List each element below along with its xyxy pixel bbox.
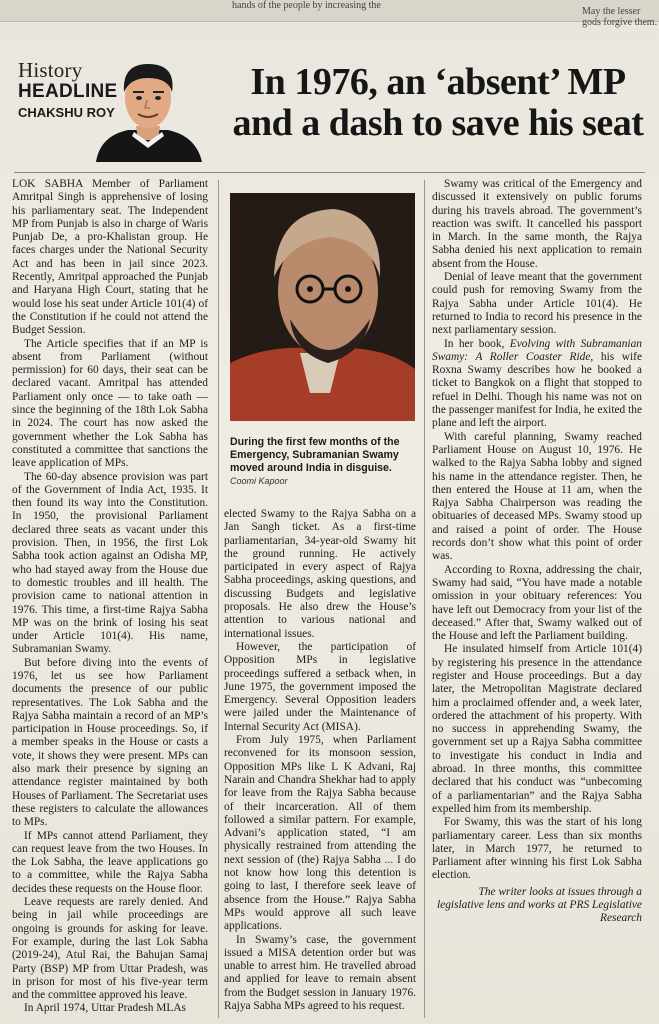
paragraph: LOK SABHA Member of Parliament Amritpal Singh is apprehensive of losing his parliamentary seat. The Independent MP from Punjab is also in charge of Waris Punjab De, a pro-Khalistan group. He faces charges under the National Security Act and has been in jail since 2023. Recently, Amritpal approached the Punjab and Haryana High Court, stating that he would lose his seat under Article 101(4) of the Constitution if he could not attend the Budget Session.: [12, 178, 208, 337]
paragraph: For Swamy, this was the start of his long parliamentary career. Less than six months later, in March 1977, he returned to Parliament after winning his first Lok Sabha election.: [432, 816, 642, 882]
paragraph: According to Roxna, addressing the chair, Swamy had said, “You have made a notable omission in your obituary references: You have left out Democracy from your list of the deceased.” After that, Swamy walked out of the House and left the Parliament building.: [432, 563, 642, 643]
kicker-headline: HEADLINE: [18, 81, 118, 102]
author-name: CHAKSHU ROY: [18, 105, 115, 120]
article-column-1: [12, 178, 208, 1020]
paragraph: From July 1975, when Parliament reconvened for its monsoon session, Opposition MPs like L K Advani, Raj Narain and Chandra Shekhar had to apply for leave from the Rajya Sabha because of their incarceration. All of them followed a similar pattern. For example, Advani’s application stated, “I am physically restrained from attending the next session of (the) Rajya Sabha ... I do not know how long this detention is going to last, I therefore seek leave of absence from the House.” Rajya Sabha MPs would approve all such leave applications.: [224, 734, 416, 933]
column-divider: [424, 180, 425, 1018]
book-title: Evolving with Subramanian Swamy: A Roller Coaster Ride: [432, 337, 642, 363]
article-column-3: [432, 178, 642, 1020]
article-photo: [230, 193, 415, 421]
paragraph: In Swamy’s case, the government issued a MISA detention order but was unable to arrest him. He travelled abroad and applied for leave to remain absent from the Budget session in January 1976. Rajya Sabha MPs agreed to his request.: [224, 933, 416, 1012]
strip-left-text: hands of the people by increasing the: [232, 0, 381, 11]
previous-article-strip: [0, 0, 659, 28]
paragraph: However, the participation of Opposition MPs in legislative proceedings suffered a setback when, in June 1975, the government imposed the Emergency. Several Opposition leaders were jailed under the Maintenance of Internal Security Act (MISA).: [224, 640, 416, 733]
paragraph: In her book, Evolving with Subramanian Swamy: A Roller Coaster Ride, his wife Roxna Swamy describes how he booked a ticket to Bangkok on a flight that stopped to refuel in Delhi. Though his name was not on the passenger manifest for India, he exited the plane and left the airport.: [432, 337, 642, 430]
paragraph: The 60-day absence provision was part of the Government of India Act, 1935. It then found its way into the Constitution. In 1950, the provisional Parliament declared three seats as vacant under this provision. Then, in 1956, the first Lok Sabha took action against an Odisha MP, who had stayed away from the House due to domestic troubles and ill health. The provision came to national attention in 1976. This time, a first-time Rajya Sabha MP was on the brink of losing his seat under Article 101(4). His name, Subramanian Swamy.: [12, 470, 208, 656]
kicker-history: History: [18, 58, 83, 82]
paragraph: Denial of leave meant that the government could push for removing Swamy from the Rajya Sabha under Article 101(4). He returned to India to record his presence in the next parliamentary session.: [432, 271, 642, 337]
strip-right-text: May the lesser gods forgive them.: [582, 6, 658, 28]
photo-credit: Coomi Kapoor: [230, 476, 288, 486]
photo-caption: During the first few months of the Emergency, Subramanian Swamy moved around India in disguise.: [230, 436, 400, 474]
paragraph: Leave requests are rarely denied. And being in jail while proceedings are ongoing is grounds for asking for leave. For example, during the last Lok Sabha (2019-24), Atul Rai, the Bahujan Samaj Party (BSP) MP from Uttar Pradesh, was in prison for most of his five-year term and the committee approved his leave.: [12, 896, 208, 1002]
article-headline: In 1976, an ‘absent’ MP and a dash to save his seat: [232, 61, 644, 144]
paragraph: The Article specifies that if an MP is absent from Parliament (without permission) for 60 days, their seat can be declared vacant. Amritpal has attended Parliament only once — to take oath — since the beginning of the 18th Lok Sabha in 2024. The court has now asked the government whether the Lok Sabha has constituted a committee that sanctions the leave application of MPs.: [12, 337, 208, 470]
paragraph: If MPs cannot attend Parliament, they can request leave from the two Houses. In the Lok Sabha, the leave applications go to a committee, while the Rajya Sabha decides these requests on the House floor.: [12, 829, 208, 895]
paragraph: elected Swamy to the Rajya Sabha on a Jan Sangh ticket. As a first-time parliamentarian, 34-year-old Swamy hit the ground running. He actively participated in every aspect of Rajya Sabha proceedings, asking questions, and discussing Budgets and legislative proposals. He also drew the House’s attention to various national and international issues.: [224, 508, 416, 640]
paragraph: But before diving into the events of 1976, let us see how Parliament documents the presence of our public representatives. The Lok Sabha and the Rajya Sabha maintain a record of an MP’s participation in House proceedings. So, if a member speaks in the House or casts a vote, it shows they were present. MPs can also mark their presence by signing an attendance register maintained by both Houses of Parliament. The Secretariat uses these registers to calculate the allowances to MPs.: [12, 656, 208, 829]
paragraph: He insulated himself from Article 101(4) by registering his presence in the attendance register and House proceedings. But a day later, the Metropolitan Magistrate declared him a proclaimed offender and, a week later, ordered the attachment of his property. With no success in apprehending Swamy, the government set up a Rajya Sabha committee to investigate his conduct in India and abroad. In three months, this committee declared that his conduct was “unbecoming of a parliamentarian” and the Rajya Sabha expelled him from its membership.: [432, 643, 642, 815]
author-note: The writer looks at issues through a legislative lens and works at PRS Legislative Research: [436, 885, 642, 925]
paragraph: With careful planning, Swamy reached Parliament House on August 10, 1976. He walked to the Rajya Sabha lobby and signed his name in the attendance register. Then, he then entered the House at 11 am, when the Rajya Sabha Chairperson was reading the obituaries of deceased MPs. Swamy stood up and raised a point of order. The House records don’t show what this point of order was.: [432, 430, 642, 563]
column-divider: [218, 180, 219, 1018]
header-rule: [14, 172, 645, 173]
paragraph: Swamy was critical of the Emergency and discussed it extensively on public forums during his travels abroad. The government’s reaction was swift. It cancelled his passport in March. In the same month, the Rajya Sabha denied his next application to remain absent from the House.: [432, 178, 642, 270]
disguised-man-photo-icon: [230, 193, 415, 421]
author-portrait-icon: [82, 56, 214, 162]
paragraph: In April 1974, Uttar Pradesh MLAs: [24, 1002, 186, 1015]
article-column-2: [224, 508, 416, 1020]
